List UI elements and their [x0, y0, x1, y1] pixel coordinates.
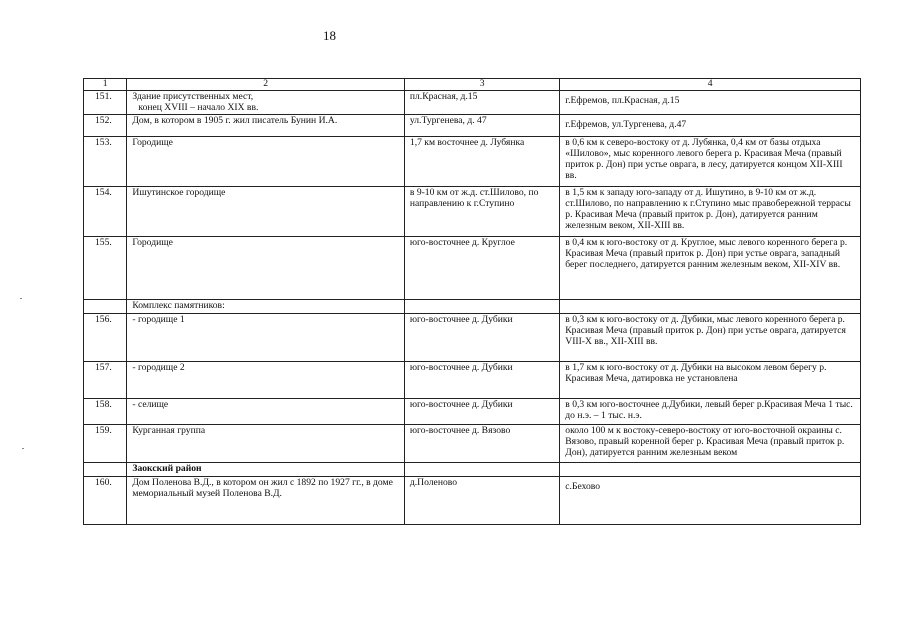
row-address: в 0,6 км к северо-востоку от д. Лубянка, 0,4 км от базы отдыха «Шилово», мыс коренного левого берега р. Красивая Меча (правый приток р. Дон) при устье оврага, в лесу, датируется концом XII-XIII вв. [560, 137, 861, 187]
row-location: д.Поленово [404, 476, 559, 524]
row-address: г.Ефремов, пл.Красная, д.15 [565, 94, 680, 106]
row-name-dating: конец XVIII – начало XIX вв. [138, 101, 259, 113]
table-row [84, 425, 861, 463]
row-number: 156. [95, 314, 112, 326]
page-number: 18 [323, 28, 336, 43]
row-address: около 100 м к востоку-северо-востоку от юго-восточной окраины с. Вязово, правый коренной берег р. Красивая Меча (правый приток р. Дон), датируется ранним железным веком [560, 425, 861, 463]
row-number: 158. [95, 399, 112, 411]
row-location: ул.Тургенева, д. 47 [404, 115, 559, 137]
row-location: юго-восточнее д. Дубики [404, 399, 559, 425]
row-address: г.Ефремов, ул.Тургенева, д.47 [565, 119, 687, 131]
table-row [84, 115, 861, 137]
table-row [84, 476, 861, 524]
row-name: Ишутинское городище [127, 187, 405, 237]
row-number: 155. [95, 237, 112, 249]
table-row [84, 362, 861, 399]
row-location [404, 300, 559, 314]
table-row [84, 237, 861, 300]
row-address [560, 300, 861, 314]
row-location: юго-восточнее д. Дубики [404, 314, 559, 362]
row-location: пл.Красная, д.15 [404, 90, 559, 115]
row-location [404, 463, 559, 477]
row-name: Дом Поленова В.Д., в котором он жил с 1892 по 1927 гг., в доме мемориальный музей Поленова В.Д. [127, 476, 405, 524]
table-row [84, 90, 861, 115]
row-location: 1,7 км восточнее д. Лубянка [404, 137, 559, 187]
table-row [84, 463, 861, 477]
row-location: юго-восточнее д. Круглое [404, 237, 559, 300]
table-header-row [84, 79, 861, 91]
group-heading: Комплекс памятников: [127, 300, 405, 314]
table-row [84, 314, 861, 362]
row-number: 152. [95, 115, 112, 127]
table-row [84, 137, 861, 187]
row-number: 157. [95, 362, 112, 374]
row-address: в 0,3 км к юго-востоку от д. Дубики, мыс левого коренного берега р. Красивая Меча (правый приток р. Дон) при устье оврага, датируется VIII-X вв., XII-XIII вв. [560, 314, 861, 362]
row-number: 153. [95, 137, 112, 149]
row-address: в 1,5 км к западу юго-западу от д. Ишутино, в 9-10 км от ж.д. ст.Шилово, по направлению к г.Ступино мыс правобережной террасы р. Красивая Меча (правый приток р. Дон), датируется ранним железным веком, XII-XIII вв. [560, 187, 861, 237]
header-col-4: 4 [560, 79, 861, 91]
table-row [84, 399, 861, 425]
row-name: - селище [127, 399, 405, 425]
header-col-2: 2 [127, 79, 405, 91]
row-name: Городище [127, 237, 405, 300]
row-name: - городище 2 [127, 362, 405, 399]
row-location: юго-восточнее д. Дубики [404, 362, 559, 399]
header-col-1: 1 [84, 79, 127, 91]
row-name: Курганная группа [127, 425, 405, 463]
row-address [560, 463, 861, 477]
monuments-table [83, 78, 861, 525]
row-name: Дом, в котором в 1905 г. жил писатель Бунин И.А. [127, 115, 405, 137]
row-name: - городище 1 [127, 314, 405, 362]
row-name: Городище [127, 137, 405, 187]
row-number: 151. [95, 90, 112, 102]
row-number: 160. [95, 476, 112, 488]
row-address: в 0,3 км юго-восточнее д.Дубики, левый берег р.Красивая Меча 1 тыс. до н.э. – 1 тыс. н.э. [560, 399, 861, 425]
row-location: юго-восточнее д. Вязово [404, 425, 559, 463]
row-address: в 0,4 км к юго-востоку от д. Круглое, мыс левого коренного берега р. Красивая Меча (правый приток р. Дон) при устье оврага, западный берег последнего, датируется ранним железным веком, XII-XIV вв. [560, 237, 861, 300]
header-col-3: 3 [404, 79, 559, 91]
scan-speck [20, 298, 22, 299]
table-row [84, 300, 861, 314]
row-address: с.Бехово [565, 480, 601, 492]
row-name: Здание присутственных мест, [132, 90, 254, 102]
row-number: 159. [95, 425, 112, 437]
row-address: в 1,7 км к юго-востоку от д. Дубики на высоком левом берегу р. Красивая Меча, датировка не установлена [560, 362, 861, 399]
table-row [84, 187, 861, 237]
scan-speck [22, 448, 24, 449]
district-heading: Заокский район [127, 463, 405, 477]
row-location: в 9-10 км от ж.д. ст.Шилово, по направлению к г.Ступино [404, 187, 559, 237]
row-number: 154. [95, 187, 112, 199]
